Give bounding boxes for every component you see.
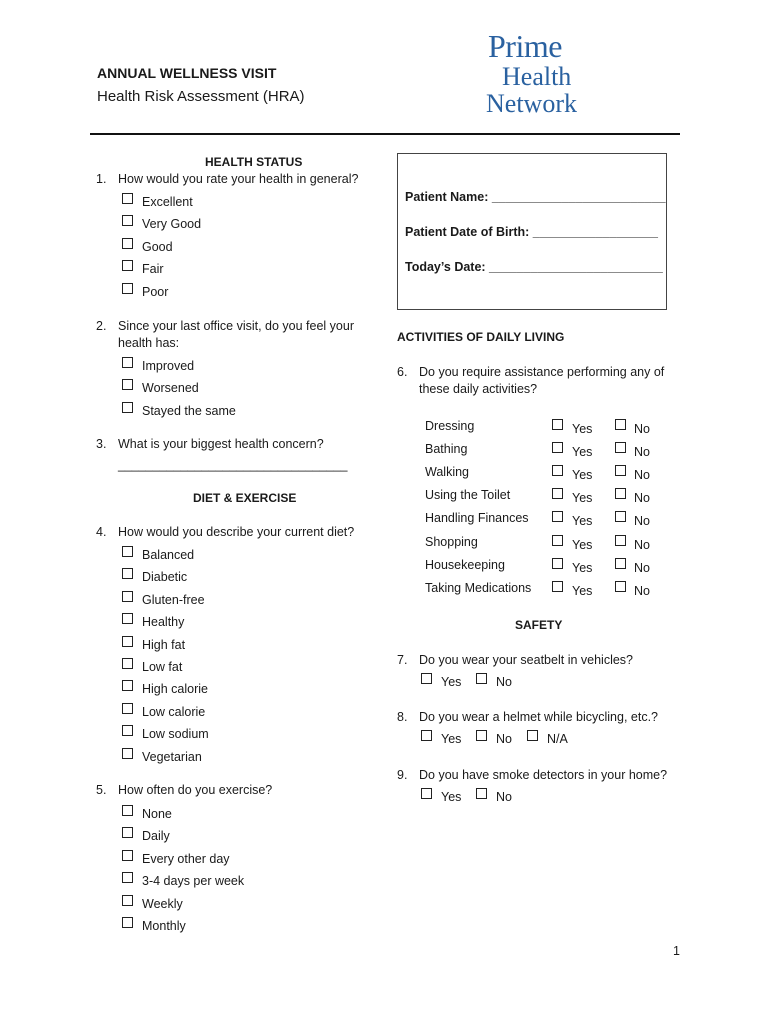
q6-number: 6.: [397, 365, 408, 379]
q8-number: 8.: [397, 710, 408, 724]
q9-text: Do you have smoke detectors in your home?: [419, 768, 668, 782]
q7-no-label: No: [496, 675, 512, 689]
todays-date-field[interactable]: Today’s Date: _________________________: [405, 260, 663, 274]
q5-text: How often do you exercise?: [118, 783, 273, 797]
q4-option-label: Gluten-free: [142, 592, 205, 607]
q2-option-checkbox[interactable]: [122, 357, 133, 368]
q7-no-checkbox[interactable]: [476, 673, 487, 684]
adl-yes-checkbox[interactable]: [552, 488, 563, 499]
q2-text-line2: health has:: [118, 336, 180, 350]
page-number: 1: [673, 944, 680, 958]
q5-option-label: Daily: [142, 829, 170, 844]
safety-heading: SAFETY: [515, 618, 563, 632]
adl-activity-label: Using the Toilet: [425, 488, 511, 503]
q1-option-label: Very Good: [142, 217, 202, 232]
q5-option-checkbox[interactable]: [122, 805, 133, 816]
q4-option-checkbox[interactable]: [122, 546, 133, 557]
q5-option-checkbox[interactable]: [122, 850, 133, 861]
header-divider: [90, 133, 680, 135]
q4-option-checkbox[interactable]: [122, 680, 133, 691]
q4-option-label: Healthy: [142, 615, 185, 630]
q3-number: 3.: [96, 437, 107, 451]
q9-yes-checkbox[interactable]: [421, 788, 432, 799]
adl-yes-label: Yes: [572, 514, 593, 529]
logo-line-prime: Prime: [488, 28, 562, 64]
q7-text: Do you wear your seatbelt in vehicles?: [419, 653, 634, 667]
adl-yes-label: Yes: [572, 422, 593, 436]
q4-option-label: Low sodium: [142, 727, 209, 742]
q1-option-label: Excellent: [142, 195, 193, 209]
adl-yes-label: Yes: [572, 583, 593, 598]
adl-no-checkbox[interactable]: [615, 535, 626, 546]
adl-activity-label: Walking: [425, 465, 469, 480]
adl-activity-label: Dressing: [425, 419, 475, 433]
adl-no-checkbox[interactable]: [615, 442, 626, 453]
adl-no-checkbox[interactable]: [615, 581, 626, 592]
q2-option-label: Improved: [142, 359, 195, 373]
adl-activity-label: Handling Finances: [425, 511, 529, 526]
q4-option-label: Diabetic: [142, 570, 188, 585]
q4-option-checkbox[interactable]: [122, 658, 133, 669]
adl-activity-label: Taking Medications: [425, 580, 532, 595]
adl-activity-label: Housekeeping: [425, 557, 505, 572]
q4-option-label: Low calorie: [142, 704, 206, 719]
q1-text: How would you rate your health in general?: [118, 172, 359, 186]
q8-text: Do you wear a helmet while bicycling, etc.?: [419, 710, 659, 724]
adl-yes-checkbox[interactable]: [552, 535, 563, 546]
q9-yes-label: Yes: [441, 790, 462, 804]
q4-option-label: High calorie: [142, 682, 209, 697]
q4-option-checkbox[interactable]: [122, 703, 133, 714]
q4-option-label: Low fat: [142, 660, 183, 674]
adl-yes-checkbox[interactable]: [552, 511, 563, 522]
q3-answer-blank[interactable]: _________________________________: [118, 458, 348, 472]
q1-option-checkbox[interactable]: [122, 283, 133, 294]
q5-option-checkbox[interactable]: [122, 827, 133, 838]
adl-yes-label: Yes: [572, 537, 593, 552]
q9-no-checkbox[interactable]: [476, 788, 487, 799]
q5-option-label: Every other day: [142, 851, 230, 866]
adl-no-label: No: [634, 445, 650, 460]
q9-number: 9.: [397, 768, 408, 782]
logo-line-network: Network: [486, 89, 577, 118]
q1-option-checkbox[interactable]: [122, 215, 133, 226]
patient-dob-field[interactable]: Patient Date of Birth: __________________: [405, 225, 658, 239]
q7-number: 7.: [397, 653, 408, 667]
q5-option-label: None: [142, 807, 172, 821]
q7-yes-label: Yes: [441, 675, 462, 689]
q4-option-checkbox[interactable]: [122, 748, 133, 759]
q2-text-line1: Since your last office visit, do you feel your: [118, 319, 354, 333]
q3-text: What is your biggest health concern?: [118, 437, 324, 451]
q4-option-checkbox[interactable]: [122, 568, 133, 579]
q4-option-checkbox[interactable]: [122, 591, 133, 602]
adl-yes-label: Yes: [572, 445, 593, 460]
q5-option-label: Monthly: [142, 919, 186, 933]
q1-option-checkbox[interactable]: [122, 193, 133, 204]
q4-option-checkbox[interactable]: [122, 725, 133, 736]
q4-option-label: Balanced: [142, 548, 195, 562]
q2-option-checkbox[interactable]: [122, 402, 133, 413]
patient-name-field[interactable]: Patient Name: _________________________: [405, 190, 666, 204]
adl-no-checkbox[interactable]: [615, 511, 626, 522]
page-subtitle: Health Risk Assessment (HRA): [97, 88, 305, 105]
q8-yes-label: Yes: [441, 732, 462, 746]
q5-option-checkbox[interactable]: [122, 917, 133, 928]
q1-option-label: Good: [142, 239, 173, 254]
adl-no-checkbox[interactable]: [615, 419, 626, 430]
q5-option-checkbox[interactable]: [122, 872, 133, 883]
adl-yes-checkbox[interactable]: [552, 442, 563, 453]
q1-option-label: Poor: [142, 284, 169, 299]
q4-option-checkbox[interactable]: [122, 613, 133, 624]
q4-text: How would you describe your current diet?: [118, 525, 355, 539]
q8-yes-checkbox[interactable]: [421, 730, 432, 741]
adl-yes-checkbox[interactable]: [552, 581, 563, 592]
adl-yes-checkbox[interactable]: [552, 465, 563, 476]
q4-option-label: High fat: [142, 637, 186, 652]
q1-option-checkbox[interactable]: [122, 238, 133, 249]
adl-no-label: No: [634, 491, 650, 506]
q6-text-line1: Do you require assistance performing any of: [419, 365, 665, 379]
page-title: ANNUAL WELLNESS VISIT: [97, 65, 277, 81]
q8-no-checkbox[interactable]: [476, 730, 487, 741]
q4-option-label: Vegetarian: [142, 749, 202, 764]
logo-line-health: Health: [502, 62, 572, 91]
q1-number: 1.: [96, 172, 107, 186]
q2-option-label: Stayed the same: [142, 403, 236, 418]
adl-yes-label: Yes: [572, 468, 593, 483]
adl-no-checkbox[interactable]: [615, 558, 626, 569]
q5-option-label: 3-4 days per week: [142, 874, 245, 889]
q5-option-checkbox[interactable]: [122, 895, 133, 906]
q5-number: 5.: [96, 783, 107, 797]
adl-no-label: No: [634, 560, 650, 575]
adl-no-checkbox[interactable]: [615, 488, 626, 499]
adl-activity-label: Shopping: [425, 534, 478, 549]
q2-option-label: Worsened: [142, 381, 199, 396]
q2-number: 2.: [96, 319, 107, 333]
adl-no-label: No: [634, 537, 650, 552]
adl-no-label: No: [634, 583, 650, 598]
adl-heading: ACTIVITIES OF DAILY LIVING: [397, 330, 565, 344]
adl-yes-checkbox[interactable]: [552, 419, 563, 430]
adl-no-label: No: [634, 514, 650, 529]
q7-yes-checkbox[interactable]: [421, 673, 432, 684]
adl-no-label: No: [634, 468, 650, 483]
adl-no-checkbox[interactable]: [615, 465, 626, 476]
health-status-heading: HEALTH STATUS: [205, 155, 303, 169]
q4-number: 4.: [96, 525, 107, 539]
adl-activity-label: Bathing: [425, 442, 468, 457]
adl-yes-label: Yes: [572, 491, 593, 506]
diet-exercise-heading: DIET & EXERCISE: [193, 491, 297, 505]
q2-option-checkbox[interactable]: [122, 379, 133, 390]
adl-yes-checkbox[interactable]: [552, 558, 563, 569]
adl-yes-label: Yes: [572, 560, 593, 575]
q9-no-label: No: [496, 790, 512, 804]
q6-text-line2: these daily activities?: [419, 382, 538, 396]
q5-option-label: Weekly: [142, 896, 183, 911]
adl-no-label: No: [634, 422, 650, 436]
q8-na-checkbox[interactable]: [527, 730, 538, 741]
q8-na-label: N/A: [547, 732, 568, 746]
q1-option-label: Fair: [142, 262, 164, 277]
q1-option-checkbox[interactable]: [122, 260, 133, 271]
q8-no-label: No: [496, 732, 512, 746]
q4-option-checkbox[interactable]: [122, 636, 133, 647]
